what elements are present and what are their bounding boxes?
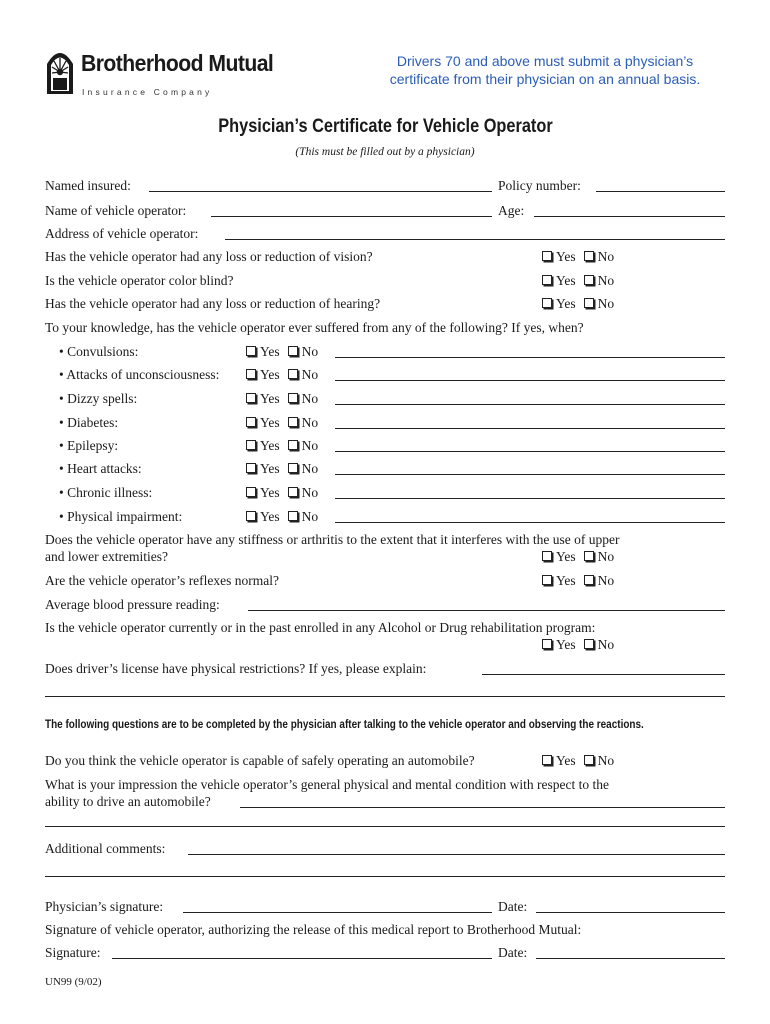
no-checkbox[interactable]	[288, 440, 298, 450]
yes-label: Yes	[260, 509, 280, 524]
condition-label: • Convulsions:	[59, 344, 139, 359]
named-insured-row	[45, 177, 725, 195]
address-row	[45, 225, 725, 243]
policy-number-label: Policy number:	[498, 178, 581, 193]
color-blind-question: Is the vehicle operator color blind?	[45, 273, 234, 288]
license-explain-field-line-2[interactable]	[45, 696, 725, 697]
condition-yes-no	[246, 343, 318, 361]
policy-number-field[interactable]	[596, 191, 725, 192]
operator-signature-field[interactable]	[112, 958, 492, 959]
physician-date-field[interactable]	[536, 912, 725, 913]
condition-label: • Heart attacks:	[59, 461, 142, 476]
yes-checkbox[interactable]	[542, 551, 552, 561]
license-question-row	[45, 660, 725, 678]
blood-pressure-label: Average blood pressure reading:	[45, 597, 220, 612]
no-checkbox[interactable]	[288, 417, 298, 427]
stiffness-question-row-1	[45, 531, 725, 549]
yes-checkbox[interactable]	[246, 393, 256, 403]
physician-date-label: Date:	[498, 899, 528, 914]
no-label: No	[301, 485, 319, 500]
yes-checkbox[interactable]	[542, 298, 552, 308]
address-field[interactable]	[225, 239, 725, 240]
condition-yes-no	[246, 390, 318, 408]
operator-name-row	[45, 202, 725, 220]
condition-yes-no	[246, 414, 318, 432]
condition-when-field[interactable]	[335, 428, 725, 429]
condition-yes-no	[246, 484, 318, 502]
no-checkbox[interactable]	[584, 575, 594, 585]
no-checkbox[interactable]	[288, 487, 298, 497]
no-label: No	[597, 296, 615, 311]
condition-row	[45, 414, 725, 432]
blood-pressure-field[interactable]	[248, 610, 725, 611]
license-question: Does driver’s license have physical restrictions? If yes, please explain:	[45, 661, 427, 676]
impression-question-line-1: What is your impression the vehicle operator’s general physical and mental condition with respect to the	[45, 777, 609, 792]
condition-when-field[interactable]	[335, 451, 725, 452]
capable-question-row	[45, 752, 725, 770]
no-checkbox[interactable]	[584, 755, 594, 765]
stiffness-yes-no	[542, 548, 614, 566]
no-checkbox[interactable]	[584, 275, 594, 285]
condition-row	[45, 366, 725, 384]
operator-signature-row	[45, 944, 725, 962]
hearing-question-row	[45, 295, 725, 313]
condition-label: • Epilepsy:	[59, 438, 119, 453]
yes-label: Yes	[556, 273, 576, 288]
yes-label: Yes	[556, 296, 576, 311]
condition-when-field[interactable]	[335, 474, 725, 475]
condition-row	[45, 460, 725, 478]
yes-checkbox[interactable]	[542, 639, 552, 649]
rehab-answer-row	[45, 636, 725, 654]
yes-label: Yes	[556, 549, 576, 564]
yes-label: Yes	[556, 573, 576, 588]
physician-signature-row	[45, 898, 725, 916]
yes-checkbox[interactable]	[246, 346, 256, 356]
named-insured-field[interactable]	[149, 191, 492, 192]
condition-when-field[interactable]	[335, 498, 725, 499]
age-field[interactable]	[534, 216, 725, 217]
church-window-logo-icon	[45, 46, 75, 96]
condition-yes-no	[246, 437, 318, 455]
reflexes-yes-no	[542, 572, 614, 590]
no-checkbox[interactable]	[584, 639, 594, 649]
vision-question: Has the vehicle operator had any loss or reduction of vision?	[45, 249, 373, 264]
condition-when-field[interactable]	[335, 357, 725, 358]
yes-checkbox[interactable]	[246, 463, 256, 473]
impression-field[interactable]	[240, 807, 725, 808]
no-checkbox[interactable]	[584, 298, 594, 308]
comments-label: Additional comments:	[45, 841, 166, 856]
impression-question-line-2: ability to drive an automobile?	[45, 794, 211, 809]
impression-field-line-2[interactable]	[45, 826, 725, 827]
yes-checkbox[interactable]	[542, 275, 552, 285]
page-title	[0, 116, 770, 138]
comments-row	[45, 840, 725, 858]
condition-label: • Physical impairment:	[59, 509, 183, 524]
hearing-yes-no	[542, 295, 614, 313]
stiffness-question-line-1: Does the vehicle operator have any stiffness or arthritis to the extent that it interferes with the use of upper	[45, 532, 620, 547]
condition-yes-no	[246, 508, 318, 526]
no-label: No	[301, 509, 319, 524]
rehab-question-row	[45, 619, 725, 637]
logo-name: Brotherhood Mutual	[81, 50, 274, 76]
yes-checkbox[interactable]	[246, 487, 256, 497]
vision-yes-no	[542, 248, 614, 266]
conditions-intro-row	[45, 319, 725, 337]
no-checkbox[interactable]	[288, 511, 298, 521]
stiffness-question-line-2: and lower extremities?	[45, 549, 168, 564]
reflexes-question: Are the vehicle operator’s reflexes normal?	[45, 573, 280, 588]
no-label: No	[301, 415, 319, 430]
release-text: Signature of vehicle operator, authorizing the release of this medical report to Brotherhood Mutual:	[45, 922, 582, 937]
no-label: No	[301, 344, 319, 359]
physician-signature-label: Physician’s signature:	[45, 899, 164, 914]
rehab-question: Is the vehicle operator currently or in the past enrolled in any Alcohol or Drug rehabilitation program:	[45, 620, 596, 635]
operator-date-field[interactable]	[536, 958, 725, 959]
no-label: No	[301, 391, 319, 406]
operator-signature-label: Signature:	[45, 945, 101, 960]
form-number: UN99 (9/02)	[45, 976, 102, 988]
no-checkbox[interactable]	[584, 551, 594, 561]
no-checkbox[interactable]	[288, 346, 298, 356]
yes-checkbox[interactable]	[542, 251, 552, 261]
stiffness-question-row-2	[45, 548, 725, 566]
yes-label: Yes	[260, 461, 280, 476]
age-label: Age:	[498, 203, 525, 218]
condition-row	[45, 508, 725, 526]
no-checkbox[interactable]	[584, 251, 594, 261]
no-label: No	[597, 637, 615, 652]
named-insured-label: Named insured:	[45, 178, 131, 193]
yes-label: Yes	[260, 415, 280, 430]
yes-checkbox[interactable]	[542, 755, 552, 765]
yes-label: Yes	[260, 438, 280, 453]
no-checkbox[interactable]	[288, 393, 298, 403]
color-blind-question-row	[45, 272, 725, 290]
yes-label: Yes	[260, 344, 280, 359]
capable-question: Do you think the vehicle operator is capable of safely operating an automobile?	[45, 753, 475, 768]
condition-row	[45, 484, 725, 502]
operator-name-field[interactable]	[211, 216, 492, 217]
condition-label: • Chronic illness:	[59, 485, 153, 500]
condition-yes-no	[246, 460, 318, 478]
yes-label: Yes	[556, 753, 576, 768]
yes-checkbox[interactable]	[246, 511, 256, 521]
capable-yes-no	[542, 752, 614, 770]
condition-label: • Dizzy spells:	[59, 391, 138, 406]
conditions-intro: To your knowledge, has the vehicle operator ever suffered from any of the following? If yes, when?	[45, 320, 584, 335]
color-blind-yes-no	[542, 272, 614, 290]
condition-when-field[interactable]	[335, 522, 725, 523]
no-label: No	[597, 549, 615, 564]
physician-signature-field[interactable]	[183, 912, 492, 913]
blood-pressure-row	[45, 596, 725, 614]
comments-field-line-2[interactable]	[45, 876, 725, 877]
address-label: Address of vehicle operator:	[45, 226, 199, 241]
no-label: No	[597, 249, 615, 264]
operator-name-label: Name of vehicle operator:	[45, 203, 187, 218]
no-label: No	[597, 753, 615, 768]
yes-checkbox[interactable]	[246, 440, 256, 450]
vision-question-row	[45, 248, 725, 266]
yes-label: Yes	[260, 391, 280, 406]
release-row	[45, 921, 725, 939]
condition-row	[45, 437, 725, 455]
page-title-text: Physician’s Certificate for Vehicle Operator	[217, 116, 553, 137]
condition-when-field[interactable]	[335, 404, 725, 405]
yes-label: Yes	[260, 367, 280, 382]
page-subtitle: (This must be filled out by a physician)	[295, 146, 475, 158]
no-label: No	[301, 367, 319, 382]
operator-date-label: Date:	[498, 945, 528, 960]
rehab-yes-no	[542, 636, 614, 654]
no-label: No	[301, 461, 319, 476]
license-explain-field[interactable]	[482, 674, 725, 675]
notice-line-1: Drivers 70 and above must submit a physician’s	[396, 53, 694, 69]
yes-label: Yes	[556, 249, 576, 264]
yes-checkbox[interactable]	[246, 369, 256, 379]
impression-question-row-1	[45, 776, 725, 794]
no-label: No	[301, 438, 319, 453]
no-label: No	[597, 573, 615, 588]
logo-subtitle: Insurance Company	[82, 87, 213, 97]
age-notice	[360, 52, 730, 88]
condition-row	[45, 390, 725, 408]
impression-question-row-2	[45, 793, 725, 811]
condition-when-field[interactable]	[335, 380, 725, 381]
brotherhood-mutual-logo	[45, 46, 275, 100]
yes-label: Yes	[260, 485, 280, 500]
hearing-question: Has the vehicle operator had any loss or reduction of hearing?	[45, 296, 381, 311]
condition-yes-no	[246, 366, 318, 384]
notice-line-2: certificate from their physician on an annual basis.	[389, 71, 701, 87]
comments-field[interactable]	[188, 854, 725, 855]
no-checkbox[interactable]	[288, 463, 298, 473]
condition-label: • Diabetes:	[59, 415, 119, 430]
condition-label: • Attacks of unconsciousness:	[59, 367, 220, 382]
no-checkbox[interactable]	[288, 369, 298, 379]
condition-row	[45, 343, 725, 361]
physician-section-heading: The following questions are to be completed by the physician after talking to the vehicle operator and observing the reactions.	[45, 717, 644, 731]
yes-checkbox[interactable]	[542, 575, 552, 585]
no-label: No	[597, 273, 615, 288]
yes-label: Yes	[556, 637, 576, 652]
reflexes-question-row	[45, 572, 725, 590]
yes-checkbox[interactable]	[246, 417, 256, 427]
